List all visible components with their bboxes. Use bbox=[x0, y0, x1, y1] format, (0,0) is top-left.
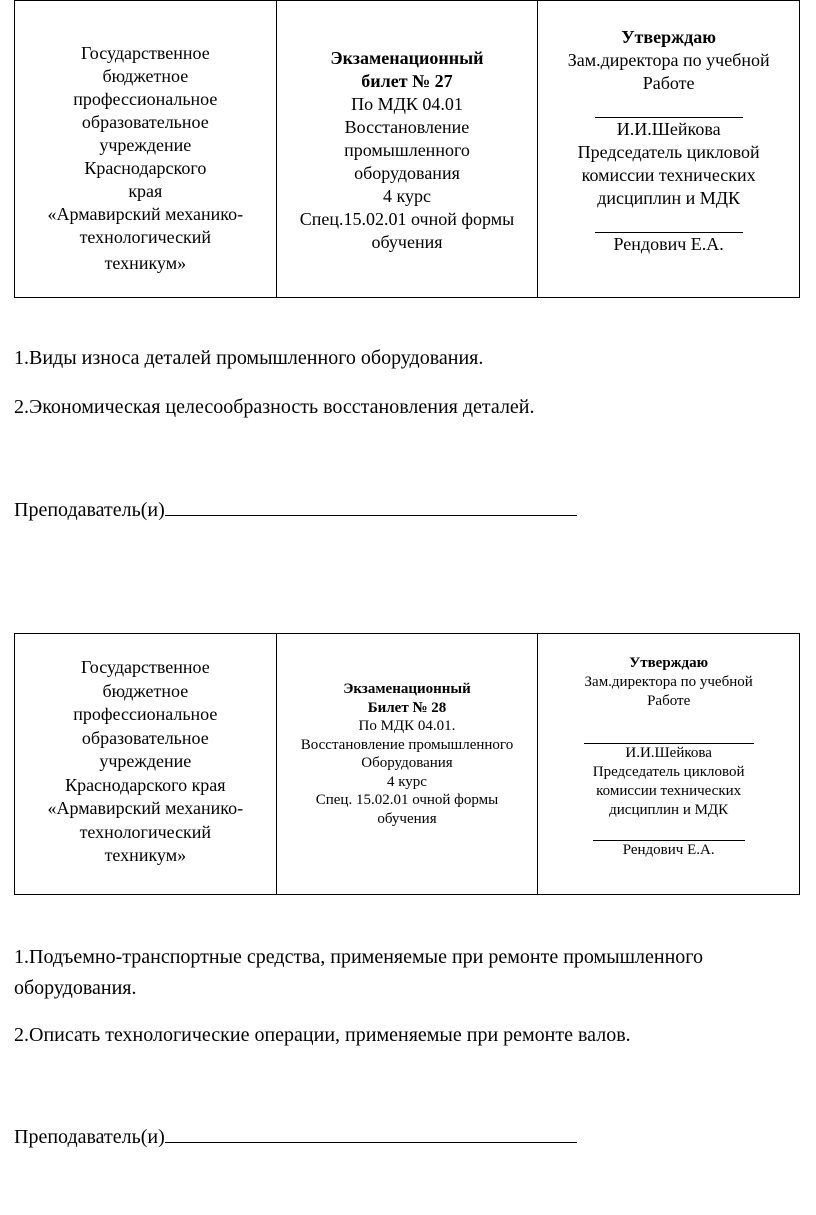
teacher-signature bbox=[14, 495, 577, 523]
ticket-27-header-table bbox=[14, 0, 800, 298]
signature-line bbox=[595, 95, 743, 118]
org-line: техникум» bbox=[104, 253, 187, 273]
org-line: края bbox=[128, 181, 163, 201]
question-1: 1.Подъемно-транспортные средства, применяемые при ремонте промышленного оборудования. bbox=[14, 946, 703, 999]
question-1: 1.Виды износа деталей промышленного оборудования. bbox=[14, 347, 484, 369]
org-line: технологический bbox=[79, 227, 212, 247]
org-line: учреждение bbox=[99, 751, 192, 771]
approver-role: дисциплин и МДК bbox=[609, 802, 729, 818]
signature-line bbox=[593, 820, 745, 841]
approver-role: дисциплин и МДК bbox=[597, 188, 741, 208]
institution-cell bbox=[15, 634, 277, 895]
org-line: бюджетное bbox=[102, 66, 189, 86]
question-2: 2.Описать технологические операции, применяемые при ремонте валов. bbox=[14, 1024, 631, 1046]
org-line: Краснодарского bbox=[84, 158, 207, 178]
institution-cell bbox=[15, 1, 277, 298]
teacher-label: Преподаватель(и) bbox=[14, 1126, 165, 1148]
approval-cell bbox=[538, 1, 800, 298]
subject-line: Спец. 15.02.01 очной формы bbox=[315, 792, 499, 808]
subject-line: Восстановление промышленного bbox=[300, 736, 514, 753]
ticket-title-cell bbox=[276, 634, 538, 895]
subject-line: По МДК 04.01 bbox=[351, 94, 463, 114]
signature-line bbox=[584, 711, 754, 744]
question-2: 2.Экономическая целесообразность восстановления деталей. bbox=[14, 396, 535, 418]
subject-line: промышленного bbox=[344, 140, 470, 160]
org-line: образовательное bbox=[81, 727, 209, 748]
org-line: Государственное bbox=[80, 657, 210, 677]
subject-line: По МДК 04.01. bbox=[358, 718, 456, 734]
org-line: «Армавирский механико- bbox=[47, 204, 244, 224]
teacher-signature-line bbox=[165, 495, 577, 516]
org-line: Государственное bbox=[80, 43, 210, 63]
approver-role: комиссии технических bbox=[581, 165, 756, 185]
approver-role: Зам.директора по учебной bbox=[567, 50, 770, 70]
subject-line: обучения bbox=[371, 232, 443, 252]
teacher-label: Преподаватель(и) bbox=[14, 499, 165, 521]
approver-role: комиссии технических bbox=[596, 783, 742, 799]
ticket-number: билет № 27 bbox=[361, 71, 453, 91]
org-line: техникум» bbox=[104, 845, 187, 865]
approver-name: Рендович Е.А. bbox=[622, 842, 715, 858]
approve-label: Утверждаю bbox=[629, 655, 709, 671]
signature-line bbox=[595, 210, 743, 233]
subject-line: Восстановление bbox=[344, 117, 470, 137]
teacher-signature-line bbox=[165, 1122, 577, 1143]
approval-cell bbox=[538, 634, 800, 895]
org-line: бюджетное bbox=[102, 680, 189, 701]
org-line: технологический bbox=[79, 821, 212, 842]
ticket-title-cell bbox=[276, 1, 538, 298]
ticket-title: Экзаменационный bbox=[330, 48, 484, 68]
teacher-signature bbox=[14, 1122, 577, 1150]
subject-line: Спец.15.02.01 очной формы bbox=[299, 209, 515, 229]
org-line: образовательное bbox=[81, 112, 209, 132]
org-line: Краснодарского края bbox=[65, 774, 226, 795]
approver-role: Работе bbox=[642, 73, 695, 93]
subject-line: 4 курс bbox=[386, 773, 427, 790]
subject-line: оборудования bbox=[354, 163, 460, 183]
subject-line: Оборудования bbox=[361, 755, 453, 771]
org-line: профессиональное bbox=[73, 89, 218, 109]
ticket-title: Экзаменационный bbox=[343, 681, 471, 697]
approver-name: И.И.Шейкова bbox=[616, 119, 721, 139]
org-line: профессиональное bbox=[73, 704, 218, 724]
approver-role: Зам.директора по учебной bbox=[584, 674, 753, 690]
approver-name: Рендович Е.А. bbox=[613, 234, 724, 254]
org-line: «Армавирский механико- bbox=[47, 798, 244, 818]
org-line: учреждение bbox=[99, 135, 192, 155]
ticket-number: Билет № 28 bbox=[367, 699, 447, 716]
approver-role: Председатель цикловой bbox=[577, 142, 760, 162]
approve-label: Утверждаю bbox=[621, 27, 716, 47]
subject-line: обучения bbox=[377, 810, 437, 827]
approver-role: Председатель цикловой bbox=[592, 764, 745, 780]
approver-name: И.И.Шейкова bbox=[625, 745, 712, 761]
subject-line: 4 курс bbox=[382, 186, 431, 206]
approver-role: Работе bbox=[647, 693, 691, 709]
ticket-28-header-table bbox=[14, 633, 800, 895]
